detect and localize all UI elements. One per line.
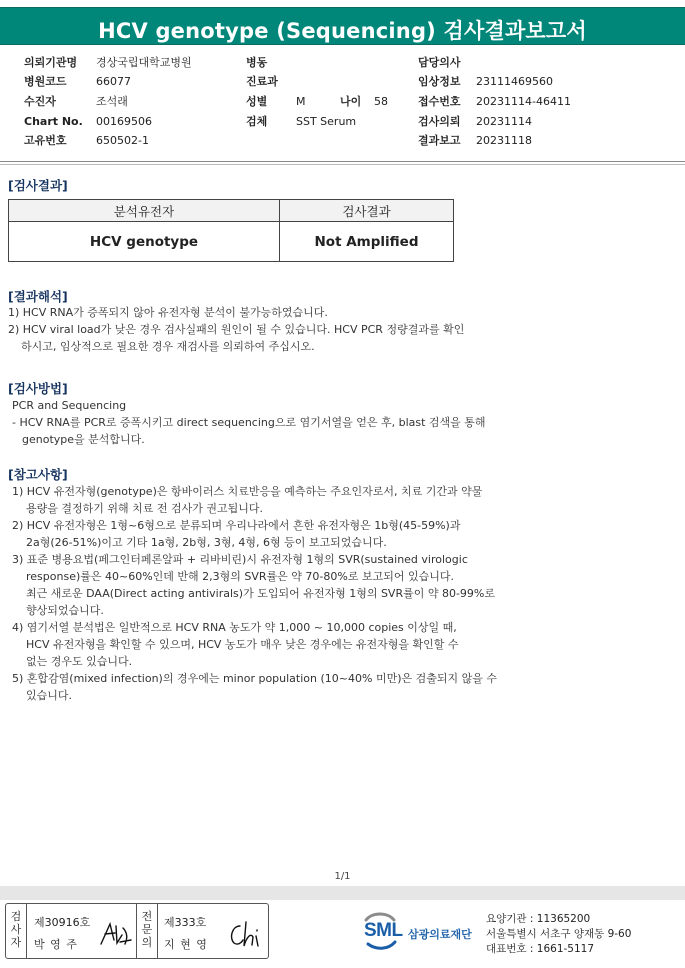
text-line: HCV 유전자형을 확인할 수 있으며, HCV 농도가 매우 낮은 경우에는 유전자형을 확인할 수	[26, 638, 459, 651]
info-label: 임상정보	[418, 75, 461, 88]
info-value: 66077	[96, 75, 131, 88]
table-row	[9, 222, 454, 262]
info-label: 수진자	[24, 95, 56, 108]
specialist-label: 전 문 의	[141, 910, 153, 949]
info-label: 검체	[246, 115, 268, 128]
info-label: 병동	[246, 56, 268, 69]
text-line: genotype을 분석합니다.	[22, 433, 145, 446]
footer-band	[0, 886, 685, 900]
age-value: 58	[374, 95, 388, 108]
org-address-block	[486, 912, 631, 957]
interpretation-title: [결과해석]	[8, 289, 68, 304]
method-text	[12, 397, 486, 448]
info-value: 20231114-46411	[476, 95, 571, 108]
sig-divider	[26, 904, 27, 958]
text-line: 5) 혼합감염(mixed infection)의 경우에는 minor population (10~40% 미만)은 검출되지 않을 수	[12, 672, 497, 685]
text-line: 있습니다.	[26, 689, 73, 702]
text-line: - HCV RNA를 PCR로 증폭시키고 direct sequencing으로 염기서열을 얻은 후, blast 검색을 통해	[12, 416, 486, 429]
text-line: 용량을 결정하기 위해 치료 전 검사가 권고됩니다.	[26, 502, 263, 515]
header-divider	[0, 161, 685, 162]
info-label: 담당의사	[418, 56, 461, 69]
result-col-header: 분석유전자	[9, 200, 280, 222]
info-value: 23111469560	[476, 75, 553, 88]
report-title-bar	[0, 7, 685, 45]
result-col-header: 검사결과	[280, 200, 454, 222]
examiner-license: 제30916호	[34, 916, 91, 929]
org-address: 서울특별시 서초구 양재동 9-60	[486, 928, 632, 940]
info-label: 병원코드	[24, 75, 67, 88]
signature-box	[5, 903, 269, 959]
references-text	[12, 483, 497, 704]
text-line: 2) HCV viral load가 낮은 경우 검사실패의 원인이 될 수 있습니다. HCV PCR 정량결과를 확인	[8, 323, 465, 336]
info-label: 검사의뢰	[418, 115, 461, 128]
info-label: 성별	[246, 95, 268, 108]
info-label: 결과보고	[418, 134, 461, 147]
sml-logo	[362, 910, 482, 950]
org-code: 요양기관 : 11365200	[486, 913, 591, 925]
text-line: 향상되었습니다.	[26, 604, 104, 617]
info-label: 의뢰기관명	[24, 56, 78, 69]
sig-divider	[136, 904, 137, 958]
info-value: 650502-1	[96, 134, 149, 147]
page-number: 1/1	[334, 871, 351, 882]
interpretation-text	[8, 304, 464, 355]
sml-logo-text: SML	[364, 920, 403, 941]
text-line: 1) HCV RNA가 증폭되지 않아 유전자형 분석이 불가능하였습니다.	[8, 306, 328, 319]
specialist-name: 지 현 영	[164, 938, 208, 951]
sig-divider	[157, 904, 158, 958]
text-line: 1) HCV 유전자형(genotype)은 항바이러스 치료반응을 예측하는 주요인자로서, 치료 기간과 약물	[12, 485, 483, 498]
age-label: 나이	[340, 95, 362, 108]
references-title: [참고사항]	[8, 467, 68, 482]
info-value: M	[296, 95, 306, 108]
info-value: 00169506	[96, 115, 152, 128]
report-title: HCV genotype (Sequencing) 검사결과보고서	[98, 19, 587, 43]
info-label: 접수번호	[418, 95, 461, 108]
text-line: 없는 경우도 있습니다.	[26, 655, 133, 668]
text-line: response)률은 40~60%인데 반해 2,3형의 SVR률은 약 70-80%로 보고되어 있습니다.	[26, 570, 454, 583]
result-section-title: [검사결과]	[8, 178, 68, 193]
info-label: 고유번호	[24, 134, 67, 147]
header-divider-2	[0, 164, 685, 165]
result-value-cell: Not Amplified	[280, 222, 454, 262]
info-value: 조석래	[96, 95, 128, 108]
info-label: 진료과	[246, 75, 278, 88]
text-line: 최근 새로운 DAA(Direct acting antivirals)가 도입되어 유전자형 1형의 SVR률이 약 80-99%로	[26, 587, 496, 600]
text-line: 4) 염기서열 분석법은 일반적으로 HCV RNA 농도가 약 1,000 ~ 10,000 copies 이상일 때,	[12, 621, 457, 634]
info-value: 20231118	[476, 134, 532, 147]
result-gene-cell: HCV genotype	[9, 222, 280, 262]
text-line: 하시고, 임상적으로 필요한 경우 재검사를 의뢰하여 주십시오.	[21, 340, 315, 353]
info-value: 경상국립대학교병원	[96, 56, 192, 69]
examiner-name: 박 영 주	[34, 938, 78, 951]
method-title: [검사방법]	[8, 381, 68, 396]
info-label: Chart No.	[24, 115, 83, 128]
text-line: 2) HCV 유전자형은 1형~6형으로 분류되며 우리나라에서 흔한 유전자형은 1b형(45-59%)과	[12, 519, 461, 532]
text-line: 3) 표준 병용요법(페그인터페론알파 + 리바비린)시 유전자형 1형의 SVR(sustained virologic	[12, 553, 468, 566]
text-line: PCR and Sequencing	[12, 399, 127, 412]
result-table	[8, 199, 454, 262]
org-phone: 대표번호 : 1661-5117	[486, 943, 595, 955]
text-line: 2a형(26-51%)이고 기타 1a형, 2b형, 3형, 4형, 6형 등이 보고되었습니다.	[26, 536, 387, 549]
specialist-signature-icon	[226, 918, 264, 950]
info-value: 20231114	[476, 115, 532, 128]
specialist-license: 제333호	[164, 916, 207, 929]
info-value: SST Serum	[296, 115, 357, 128]
examiner-label: 검 사 자	[10, 910, 22, 949]
examiner-signature-icon	[98, 918, 132, 950]
org-name: 삼광의료재단	[408, 928, 472, 941]
